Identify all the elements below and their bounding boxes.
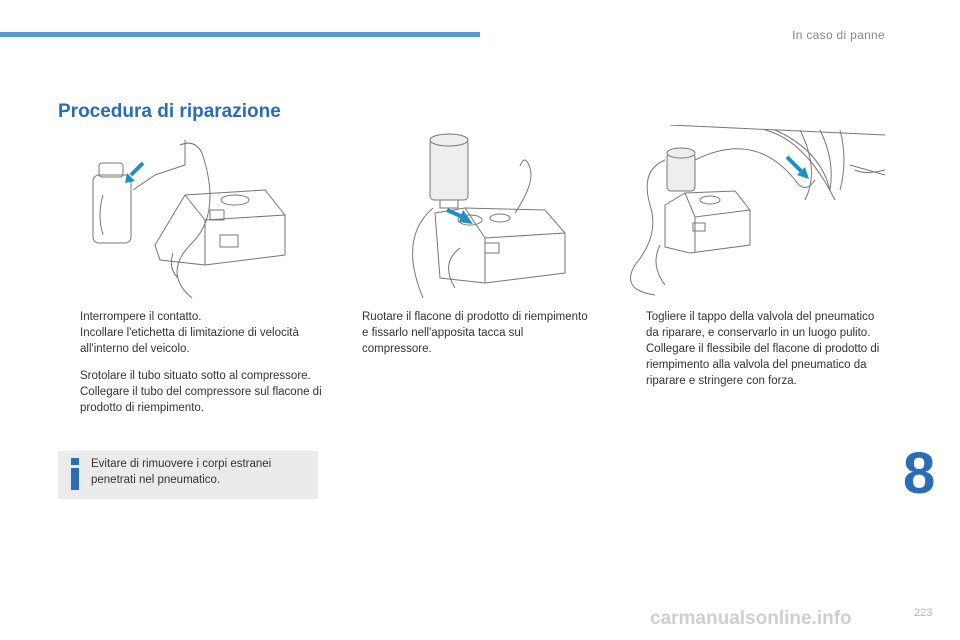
step-item <box>58 368 323 384</box>
chapter-number: 8 <box>903 441 936 506</box>
page-number: 223 <box>914 607 933 619</box>
page-title: Procedura di riparazione <box>58 101 281 122</box>
section-header: In caso di panne <box>792 28 885 42</box>
step-item <box>58 325 323 357</box>
step-item <box>58 309 323 325</box>
step-text: Collegare il tubo del compressore sul flacone di prodotto di riempimento. <box>80 386 322 414</box>
step-item <box>340 309 595 357</box>
step-text: Srotolare il tubo situato sotto al compressore. <box>80 370 311 382</box>
info-text: Evitare di rimuovere i corpi estranei penetrati nel pneumatico. <box>91 458 272 486</box>
steps-column-3 <box>624 309 884 389</box>
step-text: Incollare l'etichetta di limitazione di velocità all'interno del veicolo. <box>80 327 299 355</box>
step-item <box>624 309 884 341</box>
info-icon <box>68 458 82 490</box>
step-text: Ruotare il flacone di prodotto di riempimento e fissarlo nell'apposita tacca sul compressore. <box>362 311 588 355</box>
hose-to-tyre-valve-illustration <box>625 125 885 300</box>
step-text: Collegare il flessibile del flacone di prodotto di riempimento alla valvola del pneumatico da riparare e stringere con forza. <box>646 343 880 387</box>
header-accent-bar <box>0 32 480 37</box>
step-text: Togliere il tappo della valvola del pneumatico da riparare, e conservarlo in un luogo pulito. <box>646 311 875 339</box>
compressor-hose-to-bottle-illustration <box>85 135 300 300</box>
bottle-on-compressor-illustration <box>405 128 575 303</box>
step-item <box>624 341 884 389</box>
step-item <box>58 384 323 416</box>
steps-column-2 <box>340 309 595 357</box>
info-box <box>58 451 318 499</box>
steps-column-1 <box>58 309 323 416</box>
watermark: carmanualsonline.info <box>650 608 852 629</box>
step-text: Interrompere il contatto. <box>80 311 202 323</box>
